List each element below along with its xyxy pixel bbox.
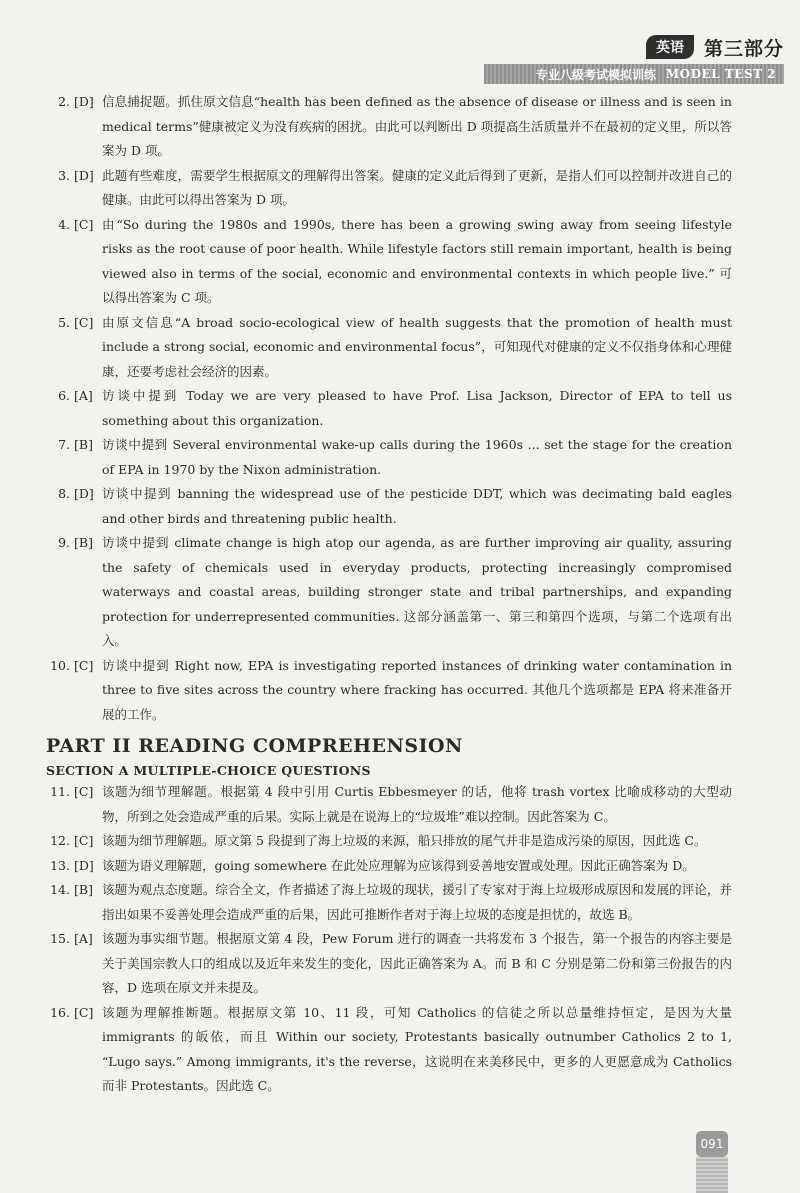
item-answer: [A] [74,388,93,403]
item-answer: [B] [74,882,93,897]
item-explanation: 访谈中提到 Today we are very pleased to have Prof. Lisa Jackson, Director of EPA to tell us something about this organization. [102,388,732,428]
item-answer: [A] [74,931,93,946]
item-number: 9. [58,535,70,550]
item-answer: [B] [74,535,93,550]
item-answer: [B] [74,437,93,452]
answer-list-part2 [46,780,732,1099]
answer-item [46,780,732,829]
item-number: 16. [50,1004,70,1020]
item-explanation: 访谈中提到 Several environmental wake-up calls during the 1960s ... set the stage for the creation of EPA in 1970 by the Nixon administration. [102,437,732,477]
header-top [646,34,784,60]
item-explanation: 由“So during the 1980s and 1990s, there has been a growing swing away from seeing lifestyle risks as the root cause of poor health. While lifestyle factors still remain important, health is being viewed also in terms of the social, economic and environmental contexts in which people live.” 可以得出答案为 C 项。 [102,216,732,305]
section-heading: SECTION A MULTIPLE-CHOICE QUESTIONS [46,763,371,778]
item-explanation: 该题为细节理解题。根据第 4 段中引用 Curtis Ebbesmeyer 的话，他将 trash vortex 比喻成移动的大型动物，所到之处会造成严重的后果。实际上就是在说海上的“垃圾堆”难以控制。因此答案为 C。 [102,784,732,824]
item-answer: [C] [74,833,94,848]
page-number: 091 [696,1131,728,1157]
item-explanation: 该题为语义理解题，going somewhere 在此处应理解为应该得到妥善地安置或处理。因此正确答案为 D。 [102,857,695,873]
answer-item [46,433,732,482]
item-explanation: 此题有些难度，需要学生根据原文的理解得出答案。健康的定义此后得到了更新，是指人们可以控制并改进自己的健康。由此可以得出答案为 D 项。 [102,167,732,207]
item-number: 5. [58,314,70,330]
header-bar [484,64,784,84]
item-number: 2. [58,94,70,109]
item-answer: [D] [74,486,94,501]
item-number: 8. [58,486,70,501]
item-explanation: 信息捕捉题。抓住原文信息“health has been defined as the absence of disease or illness and is seen in medical terms”健康被定义为没有疾病的困扰。由此可以判断出 D 项提高生活质量并不在最初的定义里，所以答案为 D 项。 [102,94,732,158]
item-answer: [C] [74,216,94,232]
item-answer: [C] [74,784,94,799]
answer-item [46,164,732,213]
item-number: 11. [50,784,70,799]
item-number: 10. [50,657,70,673]
item-answer: [D] [74,94,94,109]
item-answer: [C] [74,1004,94,1020]
item-explanation: 访谈中提到 climate change is high atop our agenda, as are further improving air quality, assuring the safety of chemicals used in everyday products, protecting increasingly compromised waterways and coastal areas, building stronger state and tribal partnerships, and expanding protection for underrepresented communities. 这部分涵盖第一、第三和第四个选项，与第二个选项有出入。 [102,535,732,648]
item-explanation: 该题为理解推断题。根据原文第 10、11 段，可知 Catholics 的信徒之所以总量维持恒定，是因为大量 immigrants 的皈依，而且 Within our society, Protestants basically outnumber Catholics 2 to 1, “Lugo says.” Among immigrants, it's the reverse，这说明在来美移民中，更多的人更愿意成为 Catholics 而非 Protestants。因此选 C。 [102,1004,732,1093]
item-number: 4. [58,216,70,232]
page-content [46,90,732,1099]
answer-item [46,213,732,311]
answer-item [46,531,732,654]
answer-item [46,1001,732,1099]
item-explanation: 访谈中提到 Right now, EPA is investigating reported instances of drinking water contamination in three to five sites across the country where fracking has occurred. 其他几个选项都是 EPA 将来准备开展的工作。 [102,657,732,722]
item-explanation: 该题为细节理解题。原文第 5 段提到了海上垃圾的来源，船只排放的尾气并非是造成污染的原因，因此选 C。 [102,833,707,848]
item-explanation: 访谈中提到 banning the widespread use of the pesticide DDT, which was decimating bald eagles and other birds and threatening public health. [102,486,732,526]
item-explanation: 由原文信息“A broad socio-ecological view of health suggests that the promotion of health must include a strong social, economic and environmental focus”，可知现代对健康的定义不仅指身体和心理健康，还要考虑社会经济的因素。 [102,314,732,379]
header-subtitle: 专业八级考试模拟训练 [535,67,656,82]
answer-item [46,878,732,927]
answer-item [46,482,732,531]
part-heading: PART II READING COMPREHENSION [46,735,463,757]
item-number: 15. [50,931,70,946]
answer-item [46,384,732,433]
answer-list-part1 [46,90,732,727]
item-number: 14. [50,882,70,897]
subject-badge: 英语 [646,35,694,59]
item-number: 13. [50,857,70,873]
page-edge-strip [696,1157,728,1193]
item-explanation: 该题为事实细节题。根据原文第 4 段，Pew Forum 进行的调查一共将发布 3 个报告，第一个报告的内容主要是关于美国宗教人口的组成以及近年来发生的变化，因此正确答案为 A。而 B 和 C 分别是第二份和第三份报告的内容，D 选项在原文并未提及。 [102,931,732,995]
answer-item [46,90,732,164]
part-title: 第三部分 [703,37,784,60]
answer-item [46,854,732,879]
item-explanation: 该题为观点态度题。综合全文，作者描述了海上垃圾的现状，援引了专家对于海上垃圾形成原因和发展的评论，并指出如果不妥善处理会造成严重的后果，因此可推断作者对于海上垃圾的态度是担忧的，故选 B。 [102,882,732,922]
item-number: 3. [58,167,70,183]
page-header [454,34,784,84]
item-answer: [D] [74,167,94,183]
item-number: 12. [50,833,70,848]
item-answer: [C] [74,657,94,673]
item-number: 6. [58,388,70,403]
item-answer: [D] [74,857,94,873]
model-test-label: MODEL TEST 2 [665,67,776,81]
item-answer: [C] [74,314,94,330]
answer-item [46,654,732,728]
item-number: 7. [58,437,70,452]
answer-item [46,311,732,385]
answer-item [46,927,732,1001]
answer-item [46,829,732,854]
